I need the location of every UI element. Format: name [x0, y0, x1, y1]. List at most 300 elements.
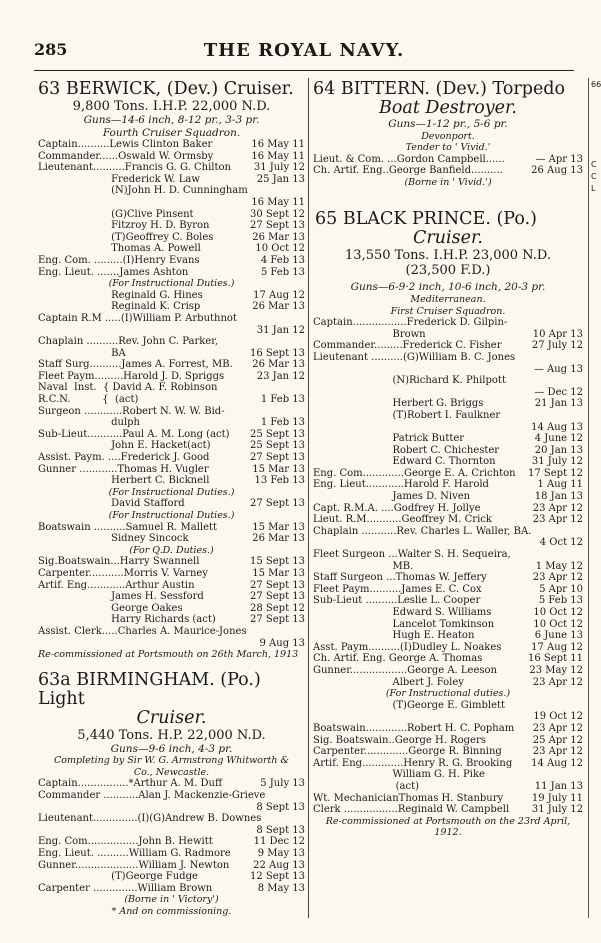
officer-row: [38, 382, 305, 394]
seniority-date: 17 Aug 12: [531, 641, 583, 653]
officer-entry: Artif. Eng.............Henry R. G. Brooking: [313, 757, 513, 769]
berwick-recommission: Re-commissioned at Portsmouth on 26th March, 1913: [38, 649, 299, 661]
seniority-date: 25 Sept 13: [250, 428, 305, 440]
officer-row: [313, 387, 583, 399]
seniority-date: 10 Apr 13: [532, 328, 583, 340]
officer-row: [313, 804, 583, 816]
margin-fragment: C: [591, 160, 597, 169]
officer-entry: Eng. Com.............George E. A. Crichton: [313, 467, 516, 479]
officer-row: [38, 185, 305, 197]
officer-entry: Fitzroy H. D. Byron: [38, 220, 210, 232]
officer-row: [38, 139, 305, 151]
officer-entry: Eng. Com. .........(I)Henry Evans: [38, 254, 200, 266]
officer-entry: Carpenter ..............William Brown: [38, 882, 213, 894]
seniority-date: 23 Apr 12: [532, 722, 583, 734]
officer-entry: Frederick W. Law: [38, 173, 200, 185]
officer-entry: Commander......Oswald W. Ormsby: [38, 150, 214, 162]
officer-row: [38, 580, 305, 592]
officer-row: [38, 371, 305, 383]
margin-strip: [588, 78, 601, 918]
seniority-date: 10 Oct 12: [533, 618, 583, 630]
officer-row: [313, 561, 583, 573]
officer-entry: Commander.........Frederick C. Fisher: [313, 340, 502, 352]
birmingham-title: 63a BIRMINGHAM. (Po.) Light: [38, 669, 261, 709]
header-rule: [34, 70, 574, 71]
seniority-date: 27 Sept 13: [250, 579, 305, 591]
officer-row: [38, 475, 305, 487]
officer-entry: Boatswain.............Robert H. C. Popham: [313, 722, 515, 734]
officer-row: [313, 514, 583, 526]
officer-row: [38, 290, 305, 302]
seniority-date: 9 May 13: [257, 847, 305, 859]
black-prince-officer-list: [313, 317, 583, 688]
officer-entry: (N)Richard K. Philpott: [313, 375, 506, 387]
officer-entry: Asst. Paym..........(I)Dudley L. Noakes: [313, 641, 502, 653]
seniority-date: 11 Dec 12: [253, 836, 305, 848]
officer-row: [313, 165, 583, 177]
officer-entry: Captain.................Frederick D. Gilpin-: [313, 317, 508, 329]
officer-row: [313, 479, 583, 491]
seniority-date: 26 Mar 13: [252, 301, 305, 313]
seniority-date: 21 Jan 13: [534, 398, 583, 410]
officer-row: [313, 456, 583, 468]
berwick-title: 63 BERWICK, (Dev.) Cruiser.: [38, 79, 294, 99]
officer-entry: (T)Robert I. Faulkner: [313, 409, 501, 421]
seniority-date: 22 Aug 13: [253, 859, 305, 871]
officer-entry: Gunner....................William J. Newton: [38, 859, 230, 871]
berwick-specs: 9,800 Tons. I.H.P. 22,000 N.D.: [72, 99, 271, 114]
right-column: [313, 80, 583, 839]
birmingham-note-2: * And on commissioning.: [111, 905, 232, 917]
officer-entry: Eng. Lieut. ..........William G. Radmore: [38, 847, 231, 859]
officer-entry: Assist. Clerk.....Charles A. Maurice-Jones: [38, 625, 247, 637]
black-prince-specs-2: (23,500 F.D.): [405, 263, 491, 279]
seniority-date: 16 May 11: [251, 196, 305, 208]
seniority-date: 26 Mar 13: [252, 231, 305, 243]
berwick-officer-list: [38, 139, 305, 278]
page-number: 285: [34, 40, 68, 59]
black-prince-station: Mediterranean.: [410, 293, 486, 305]
seniority-date: 23 Apr 12: [532, 514, 583, 526]
officer-row: [38, 533, 305, 545]
birmingham-specs: 5,440 Tons. H.P. 22,000 N.D.: [77, 727, 266, 743]
officer-entry: Eng. Lieut. .......James Ashton: [38, 266, 189, 278]
officer-row: [313, 340, 583, 352]
officer-row: [38, 440, 305, 452]
officer-row: [38, 556, 305, 568]
officer-entry: Sub-Lieut...........Paul A. M. Long (act): [38, 428, 230, 440]
seniority-date: 12 Sept 13: [250, 871, 305, 883]
officer-row: [313, 642, 583, 654]
seniority-date: 20 Jan 13: [534, 444, 583, 456]
seniority-date: 31 Jan 12: [256, 324, 305, 336]
birmingham-title-2: Cruiser.: [136, 707, 207, 728]
officer-row: [313, 433, 583, 445]
officer-entry: Staff Surg..........James A. Forrest, MB.: [38, 359, 233, 371]
officer-entry: Eng. Com................John B. Hewitt: [38, 836, 213, 848]
birmingham-guns: Guns—9-6 inch, 4-3 pr.: [110, 742, 233, 755]
seniority-date: 1 Feb 13: [260, 417, 305, 429]
officer-row: [38, 638, 305, 650]
officer-row: [38, 243, 305, 255]
officer-row: [38, 568, 305, 580]
officer-entry: Clerk .................Reginald W. Campbell: [313, 804, 510, 816]
officer-row: [313, 758, 583, 770]
seniority-date: 23 Apr 12: [532, 746, 583, 758]
officer-entry: Lieutenant..............(I)(G)Andrew B. Downes: [38, 813, 262, 825]
berwick-officer-list-2: [38, 290, 305, 487]
officer-row: [38, 336, 305, 348]
seniority-date: 1 May 12: [535, 560, 583, 572]
seniority-date: 15 Mar 13: [252, 521, 305, 533]
black-prince-title: 65 BLACK PRINCE. (Po.): [315, 209, 537, 230]
officer-row: [313, 711, 583, 723]
officer-entry: (T)George Fudge: [38, 871, 198, 883]
officer-entry: Lieut. R.M...........Geoffrey M. Crick: [313, 514, 492, 526]
officer-entry: (N)John H. D. Cunningham: [38, 185, 248, 197]
officer-row: [313, 549, 583, 561]
officer-entry: Herbert C. Bicknell: [38, 475, 210, 487]
seniority-date: 8 Sept 13: [256, 824, 305, 836]
officer-entry: Captain R.M .....(I)William P. Arbuthnot: [38, 312, 237, 324]
seniority-date: 28 Sept 12: [250, 602, 305, 614]
seniority-date: 5 Feb 13: [260, 266, 305, 278]
berwick-note-3: (For Instructional Duties.): [108, 510, 235, 521]
seniority-date: 25 Apr 12: [532, 734, 583, 746]
officer-entry: Eng. Lieut............Harold F. Harold: [313, 479, 489, 491]
berwick-note-4: (For Q.D. Duties.): [129, 544, 214, 556]
seniority-date: 19 July 11: [531, 792, 583, 804]
officer-row: [38, 778, 305, 790]
officer-row: [38, 883, 305, 895]
officer-row: [313, 619, 583, 631]
seniority-date: 4 Feb 13: [260, 254, 305, 266]
birmingham-note-1: (Borne in ' Victory'): [124, 894, 219, 906]
officer-entry: Staff Surgeon ...Thomas W. Jeffery: [313, 572, 487, 584]
black-prince-specs: 13,550 Tons. I.H.P. 23,000 N.D.: [345, 248, 551, 264]
officer-entry: Capt. R.M.A. ....Godfrey H. Jollye: [313, 502, 481, 514]
officer-row: [313, 317, 583, 329]
seniority-date: — Apr 13: [535, 153, 583, 165]
margin-fragment: L: [591, 184, 596, 193]
officer-row: [38, 464, 305, 476]
officer-entry: Ch. Artif. Eng. George A. Thomas: [313, 653, 483, 665]
officer-row: [38, 359, 305, 371]
officer-entry: MB.: [313, 560, 414, 572]
officer-entry: Boatswain ..........Samuel R. Mallett: [38, 521, 218, 533]
seniority-date: 14 Aug 13: [531, 421, 583, 433]
officer-entry: Naval Inst. { David A. F. Robinson: [38, 382, 218, 394]
officer-row: [313, 503, 583, 515]
black-prince-squadron: First Cruiser Squadron.: [390, 305, 506, 317]
officer-row: [38, 825, 305, 837]
officer-row: [38, 813, 305, 825]
seniority-date: 1 Feb 13: [260, 394, 305, 406]
officer-entry: Captain................*Arthur A. M. Duff: [38, 778, 223, 790]
berwick-note-1: (For Instructional Duties.): [108, 278, 235, 290]
officer-entry: William G. H. Pike: [313, 769, 485, 781]
seniority-date: 31 July 12: [531, 804, 583, 816]
seniority-date: 8 Sept 13: [256, 801, 305, 813]
officer-row: [313, 364, 583, 376]
berwick-note-2: (For Instructional Duties.): [108, 486, 235, 498]
officer-entry: Chaplain ..........Rev. John C. Parker,: [38, 336, 219, 348]
officer-entry: Carpenter..............George R. Binning: [313, 746, 502, 758]
officer-entry: Herbert G. Briggs: [313, 398, 484, 410]
officer-row: [38, 174, 305, 186]
seniority-date: 26 Mar 13: [252, 359, 305, 371]
officer-row: [38, 603, 305, 615]
officer-row: [313, 735, 583, 747]
seniority-date: 18 Jan 13: [534, 491, 583, 503]
officer-row: [313, 723, 583, 735]
officer-entry: Commander ...........Alan J. Mackenzie-Grieve: [38, 790, 266, 801]
seniority-date: 16 Sept 11: [528, 653, 583, 665]
officer-row: [38, 790, 305, 802]
officer-entry: Artif. Eng............Arthur Austin: [38, 579, 195, 591]
bittern-title: 64 BITTERN. (Dev.) Torpedo: [313, 79, 566, 99]
officer-entry: Wt. MechanicianThomas H. Stanbury: [313, 792, 504, 804]
officer-entry: Reginald K. Crisp: [38, 301, 201, 313]
seniority-date: 16 Sept 13: [250, 347, 305, 359]
seniority-date: 19 Oct 12: [533, 711, 583, 723]
officer-entry: (act): [313, 780, 420, 792]
officer-entry: Sub-Lieut ..........Leslie L. Cooper: [313, 595, 481, 607]
seniority-date: 27 Sept 13: [250, 498, 305, 510]
margin-fragment: C: [591, 172, 597, 181]
officer-row: [313, 572, 583, 584]
seniority-date: 4 June 12: [534, 433, 583, 445]
officer-row: [38, 498, 305, 510]
officer-row: [313, 445, 583, 457]
birmingham-officer-list: [38, 778, 305, 894]
seniority-date: 31 July 12: [253, 162, 305, 174]
officer-row: [313, 781, 583, 793]
officer-row: [313, 653, 583, 665]
officer-entry: Lieutenant ..........(G)William B. C. Jones: [313, 351, 516, 363]
officer-row: [313, 769, 583, 781]
officer-row: [38, 591, 305, 603]
officer-row: [38, 406, 305, 418]
officer-row: [38, 325, 305, 337]
seniority-date: 6 June 13: [534, 630, 583, 642]
officer-row: [38, 614, 305, 626]
officer-row: [38, 220, 305, 232]
black-prince-title-2: Cruiser.: [413, 228, 483, 249]
officer-entry: R.C.N. { (act): [38, 394, 139, 406]
officer-row: [313, 584, 583, 596]
officer-entry: Thomas A. Powell: [38, 243, 201, 255]
seniority-date: 25 Sept 13: [250, 440, 305, 452]
officer-row: [38, 232, 305, 244]
officer-row: [313, 422, 583, 434]
bittern-title-2: Boat Destroyer.: [379, 98, 517, 118]
officer-row: [38, 209, 305, 221]
officer-row: [313, 665, 583, 677]
officer-row: [38, 626, 305, 638]
officer-entry: dulph: [38, 417, 140, 429]
officer-row: [38, 267, 305, 279]
officer-entry: Assist. Paym. ....Frederick J. Good: [38, 452, 210, 464]
officer-entry: (T)Geoffrey C. Boles: [38, 231, 214, 243]
officer-entry: Fleet Paym.........Harold J. D. Spriggs: [38, 370, 225, 382]
officer-row: [38, 429, 305, 441]
officer-entry: Lieut. & Com. ...Gordon Campbell......: [313, 153, 505, 165]
officer-entry: BA: [38, 347, 126, 359]
officer-row: [38, 848, 305, 860]
seniority-date: 4 Oct 12: [539, 537, 583, 549]
officer-row: [38, 301, 305, 313]
seniority-date: 27 Sept 13: [250, 452, 305, 464]
officer-row: [38, 860, 305, 872]
officer-entry: Edward S. Williams: [313, 607, 492, 618]
officer-entry: Sig.Boatswain...Harry Swannell: [38, 556, 200, 568]
seniority-date: 10 Oct 12: [255, 243, 305, 255]
birmingham-builder: Completing by Sir W. G. Armstrong Whitworth & Co., Newcastle.: [54, 755, 289, 778]
seniority-date: 26 Aug 13: [531, 165, 583, 177]
bittern-tender: Tender to ' Vivid.': [405, 142, 491, 154]
berwick-squadron: Fourth Cruiser Squadron.: [102, 126, 241, 139]
officer-row: [38, 452, 305, 464]
officer-row: [313, 595, 583, 607]
seniority-date: 27 Sept 13: [250, 220, 305, 232]
officer-entry: Edward C. Thornton: [313, 456, 496, 468]
seniority-date: 31 July 12: [531, 456, 583, 468]
officer-entry: Albert J. Foley: [313, 676, 464, 688]
running-title: THE ROYAL NAVY.: [203, 40, 405, 61]
officer-row: [313, 398, 583, 410]
officer-entry: Surgeon ............Robert N. W. W. Bid-: [38, 405, 225, 417]
officer-row: [38, 871, 305, 883]
seniority-date: 17 Sept 12: [528, 467, 583, 479]
officer-entry: Reginald G. Hines: [38, 289, 203, 301]
seniority-date: 5 Feb 13: [538, 595, 583, 607]
seniority-date: 11 Jan 13: [534, 780, 583, 792]
officer-row: [38, 348, 305, 360]
seniority-date: 30 Sept 12: [250, 208, 305, 220]
officer-entry: Sidney Sincock: [38, 533, 189, 545]
seniority-date: 14 Aug 12: [531, 757, 583, 769]
officer-entry: Sig. Boatswain..George H. Rogers: [313, 734, 486, 746]
officer-row: [313, 607, 583, 619]
officer-row: [313, 329, 583, 341]
officer-row: [313, 410, 583, 422]
left-column: [38, 80, 305, 918]
officer-row: [313, 154, 583, 166]
black-prince-officer-list-2: [313, 700, 583, 816]
seniority-date: 23 Apr 12: [532, 676, 583, 688]
officer-row: [313, 352, 583, 364]
seniority-date: 5 July 13: [260, 778, 305, 790]
officer-row: [313, 526, 583, 538]
berwick-officer-list-5: [38, 556, 305, 649]
officer-entry: Patrick Butter: [313, 433, 465, 445]
bittern-guns: Guns—1-12 pr., 5-6 pr.: [388, 118, 508, 130]
officer-entry: Hugh E. Heaton: [313, 630, 475, 642]
officer-entry: (G)Clive Pinsent: [38, 208, 194, 220]
seniority-date: 5 Apr 10: [539, 583, 583, 595]
officer-row: [313, 677, 583, 689]
bittern-officer-list: [313, 154, 583, 177]
seniority-date: 8 May 13: [257, 882, 305, 894]
seniority-date: 23 May 12: [529, 664, 583, 676]
officer-entry: Captain..........Lewis Clinton Baker: [38, 139, 213, 150]
officer-entry: Chaplain ...........Rev. Charles L. Waller, BA.: [313, 525, 532, 537]
seniority-date: 27 Sept 13: [250, 614, 305, 626]
officer-row: [313, 793, 583, 805]
officer-entry: Harry Richards (act): [38, 614, 216, 626]
berwick-guns: Guns—14-6 inch, 8-12 pr., 3-3 pr.: [83, 114, 260, 126]
officer-row: [38, 197, 305, 209]
officer-entry: Robert C. Chichester: [313, 444, 500, 456]
officer-row: [313, 746, 583, 758]
officer-row: [38, 255, 305, 267]
seniority-date: 9 Aug 13: [259, 637, 305, 649]
seniority-date: 27 July 12: [531, 340, 583, 352]
officer-row: [313, 375, 583, 387]
officer-entry: Fleet Surgeon ...Walter S. H. Sequeira,: [313, 549, 511, 561]
officer-entry: Gunner..................George A. Leeson: [313, 664, 497, 676]
officer-entry: John E. Hacket(act): [38, 440, 211, 452]
berwick-officer-list-4: [38, 522, 305, 545]
officer-row: [313, 468, 583, 480]
officer-entry: James H. Sessford: [38, 591, 204, 603]
seniority-date: 17 Aug 12: [253, 289, 305, 301]
officer-entry: Carpenter...........Morris V. Varney: [38, 567, 208, 579]
officer-row: [38, 836, 305, 848]
seniority-date: 1 Aug 11: [537, 479, 583, 491]
black-prince-note-1: (For Instructional duties.): [385, 688, 511, 700]
officer-row: [38, 522, 305, 534]
seniority-date: 23 Jan 12: [256, 370, 305, 382]
seniority-date: 16 May 11: [251, 150, 305, 162]
officer-row: [38, 162, 305, 174]
bittern-note: (Borne in ' Vivid.'): [404, 176, 492, 188]
officer-row: [38, 417, 305, 429]
berwick-officer-list-3: [38, 498, 305, 510]
seniority-date: 23 Apr 12: [532, 502, 583, 514]
margin-fragment: 66: [591, 80, 601, 89]
officer-entry: David Stafford: [38, 498, 185, 510]
officer-row: [313, 491, 583, 503]
page-header: [34, 40, 574, 62]
seniority-date: 10 Oct 12: [533, 607, 583, 618]
officer-entry: James D. Niven: [313, 491, 471, 503]
seniority-date: — Aug 13: [533, 363, 583, 375]
officer-row: [313, 537, 583, 549]
black-prince-guns: Guns—6-9·2 inch, 10-6 inch, 20-3 pr.: [350, 281, 546, 294]
seniority-date: 26 Mar 13: [252, 533, 305, 545]
column-divider: [308, 78, 309, 918]
officer-entry: (T)George E. Gimblett: [313, 699, 506, 711]
officer-entry: Ch. Artif. Eng..George Banfield..........: [313, 165, 503, 177]
officer-row: [38, 313, 305, 325]
seniority-date: — Dec 12: [534, 386, 583, 398]
officer-row: [313, 630, 583, 642]
officer-entry: Fleet Paym..........James E. C. Cox: [313, 583, 482, 595]
seniority-date: 27 Sept 13: [250, 591, 305, 603]
officer-entry: George Oakes: [38, 602, 183, 614]
officer-row: [38, 151, 305, 163]
officer-entry: Lancelot Tomkinson: [313, 618, 495, 630]
officer-entry: Gunner ............Thomas H. Vugler: [38, 463, 209, 475]
bittern-station: Devonport.: [421, 130, 475, 142]
officer-entry: Brown: [313, 328, 426, 340]
officer-row: [38, 394, 305, 406]
officer-entry: Lieutenant..........Francis G. G. Chilton: [38, 162, 231, 174]
seniority-date: 16 May 11: [251, 139, 305, 150]
seniority-date: 15 Sept 13: [250, 556, 305, 568]
